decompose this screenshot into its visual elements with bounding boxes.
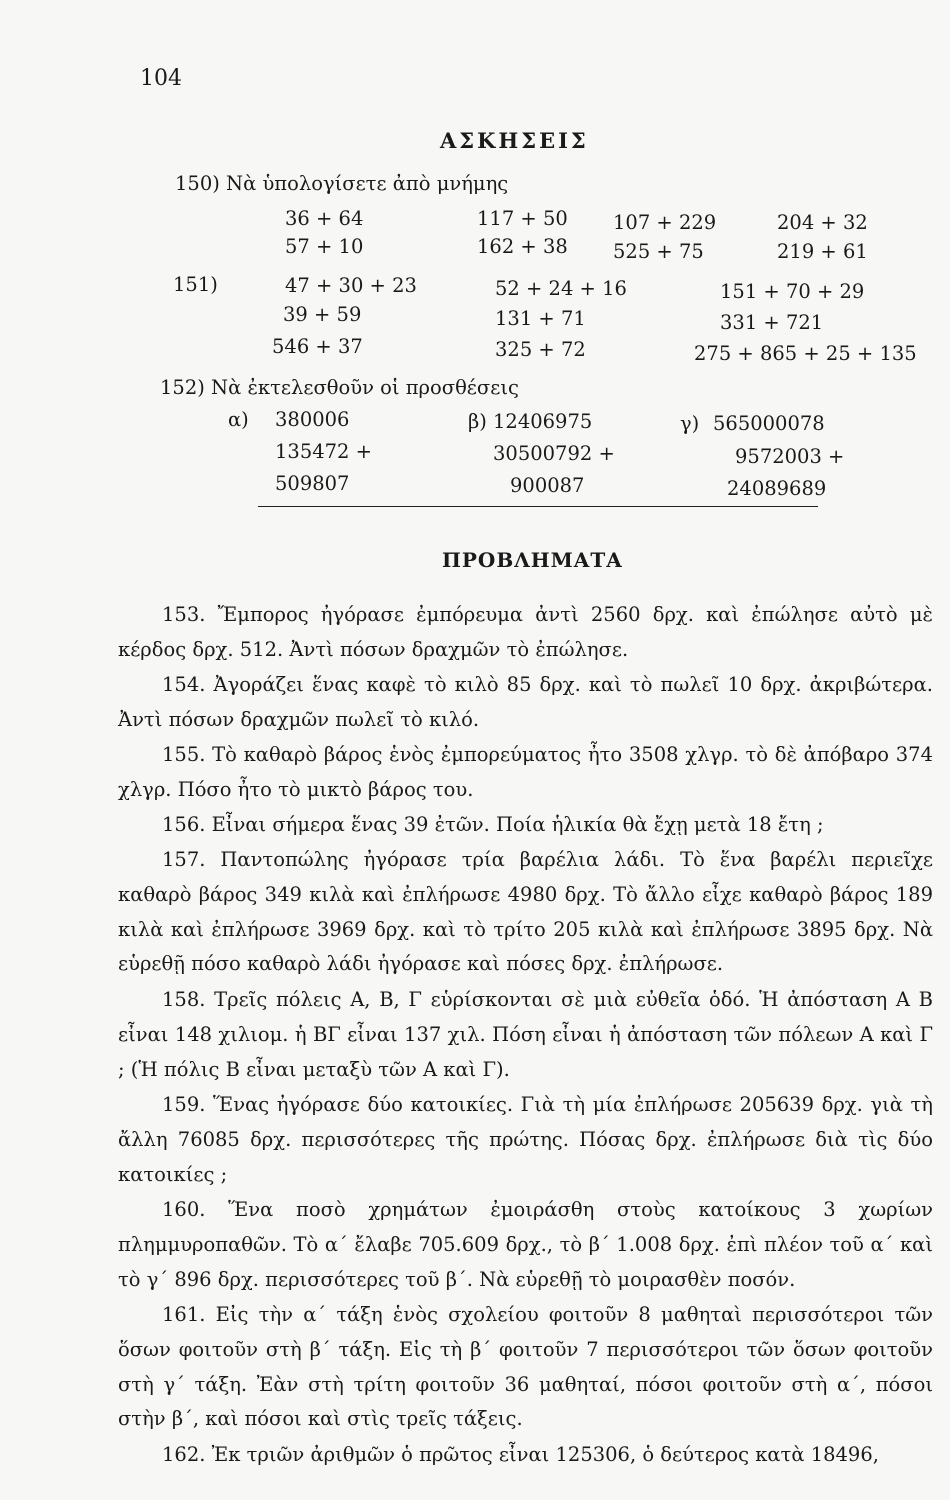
addition-a-number: 135472 + [275, 440, 372, 463]
exercise-151-item: 39 + 59 [283, 303, 362, 326]
exercise-151-item: 52 + 24 + 16 [495, 277, 627, 300]
exercise-151-item: 275 + 865 + 25 + 135 [694, 342, 917, 365]
addition-b-letter: β) [468, 410, 487, 433]
addition-b-number: 900087 [510, 474, 585, 497]
sum-rule [258, 506, 818, 507]
exercise-150-item: 57 + 10 [285, 235, 364, 258]
problem-161: 161. Εἰς τὴν α΄ τάξη ἑνὸς σχολείου φοιτοῦν 8 μαθηταὶ περισσότεροι τῶν ὅσων φοιτοῦν στὴ β΄ τάξη. Εἰς τὴ β΄ φοιτοῦν 7 περισσότεροι τῶν ὅσων φοιτοῦν στὴ γ΄ τάξη. Ἐὰν στὴ τρίτη φοιτοῦν 36 μαθηταί, πόσοι φοιτοῦν στὴ α΄, πόσοι στὴν β΄, καὶ πόσοι καὶ στὶς τρεῖς τάξεις. [118, 1303, 933, 1431]
exercise-151-label: 151) [173, 273, 218, 296]
addition-c-number: 565000078 [713, 412, 825, 435]
addition-a-letter: α) [228, 408, 249, 431]
exercise-152-label: 152) Νὰ ἐκτελεσθοῦν οἱ προσθέσεις [160, 376, 519, 399]
addition-c-number: 24089689 [727, 477, 827, 500]
problem-154: 154. Ἀγοράζει ἕνας καφὲ τὸ κιλὸ 85 δρχ. καὶ τὸ πωλεῖ 10 δρχ. ἀκριβώτερα. Ἀντὶ πόσων δραχμῶν πωλεῖ τὸ κιλό. [118, 673, 933, 731]
exercise-150-item: 107 + 229 [613, 211, 717, 234]
problem-158: 158. Τρεῖς πόλεις Α, Β, Γ εὑρίσκονται σὲ μιὰ εὐθεῖα ὁδό. Ἡ ἀπόσταση Α Β εἶναι 148 χιλιομ. ἡ ΒΓ εἶναι 137 χιλ. Πόση εἶναι ἡ ἀπόσταση τῶν πόλεων Α καὶ Γ ; (Ἡ πόλις Β εἶναι μεταξὺ τῶν Α καὶ Γ). [118, 988, 933, 1081]
exercises-heading: ΑΣΚΗΣΕΙΣ [440, 128, 589, 153]
exercise-151-item: 151 + 70 + 29 [720, 280, 865, 303]
exercise-151-item: 546 + 37 [272, 335, 363, 358]
exercise-150-label: 150) Νὰ ὑπολογίσετε ἀπὸ μνήμης [175, 172, 509, 195]
exercise-150-item: 162 + 38 [477, 235, 568, 258]
addition-a-number: 509807 [275, 472, 350, 495]
page-number: 104 [140, 66, 182, 91]
exercise-151-item: 131 + 71 [495, 307, 586, 330]
problem-153: 153. Ἔμπορος ἠγόρασε ἐμπόρευμα ἀντὶ 2560 δρχ. καὶ ἐπώλησε αὐτὸ μὲ κέρδος δρχ. 512. Ἀντὶ πόσων δραχμῶν τὸ ἐπώλησε. [118, 603, 933, 661]
addition-b-number: 12406975 [493, 410, 593, 433]
problem-157: 157. Παντοπώλης ἠγόρασε τρία βαρέλια λάδι. Τὸ ἕνα βαρέλι περιεῖχε καθαρὸ βάρος 349 κιλὰ καὶ ἐπλήρωσε 4980 δρχ. Τὸ ἄλλο εἶχε καθαρὸ βάρος 189 κιλὰ καὶ ἐπλήρωσε 3969 δρχ. καὶ τὸ τρίτο 205 κιλὰ καὶ ἐπλήρωσε 3895 δρχ. Νὰ εὑρεθῇ πόσο καθαρὸ λάδι ἠγόρασε καὶ πόσες δρχ. ἐπλήρωσε. [118, 848, 933, 976]
problem-162: 162. Ἐκ τριῶν ἀριθμῶν ὁ πρῶτος εἶναι 125306, ὁ δεύτερος κατὰ 18496, [162, 1443, 879, 1466]
addition-c-letter: γ) [680, 412, 700, 435]
exercise-151-item: 325 + 72 [495, 338, 586, 361]
addition-b-number: 30500792 + [493, 442, 615, 465]
problem-155: 155. Τὸ καθαρὸ βάρος ἑνὸς ἐμπορεύματος ἦτο 3508 χλγρ. τὸ δὲ ἀπόβαρο 374 χλγρ. Πόσο ἦτο τὸ μικτὸ βάρος του. [118, 743, 933, 801]
problem-159: 159. Ἕνας ἠγόρασε δύο κατοικίες. Γιὰ τὴ μία ἐπλήρωσε 205639 δρχ. γιὰ τὴ ἄλλη 76085 δρχ. περισσότερες τῆς πρώτης. Πόσας δρχ. ἐπλήρωσε διὰ τὶς δύο κατοικίες ; [118, 1093, 933, 1186]
exercise-150-item: 204 + 32 [777, 211, 868, 234]
exercise-151-item: 47 + 30 + 23 [285, 274, 417, 297]
problem-156: 156. Εἶναι σήμερα ἕνας 39 ἐτῶν. Ποία ἡλικία θὰ ἔχῃ μετὰ 18 ἔτη ; [162, 813, 824, 836]
exercise-150-item: 117 + 50 [477, 207, 568, 230]
problems-heading: ΠΡΟΒΛΗΜΑΤΑ [442, 548, 623, 572]
exercise-151-item: 331 + 721 [720, 311, 824, 334]
exercise-150-item: 36 + 64 [285, 207, 364, 230]
exercise-150-item: 219 + 61 [777, 240, 868, 263]
addition-a-number: 380006 [275, 408, 350, 431]
exercise-150-item: 525 + 75 [613, 240, 704, 263]
problem-160: 160. Ἕνα ποσὸ χρημάτων ἐμοιράσθη στοὺς κατοίκους 3 χωρίων πλημμυροπαθῶν. Τὸ α΄ ἔλαβε 705.609 δρχ., τὸ β΄ 1.008 δρχ. ἐπὶ πλέον τοῦ α΄ καὶ τὸ γ΄ 896 δρχ. περισσότερες τοῦ β΄. Νὰ εὑρεθῇ τὸ μοιρασθὲν ποσόν. [118, 1198, 933, 1291]
addition-c-number: 9572003 + [735, 445, 845, 468]
